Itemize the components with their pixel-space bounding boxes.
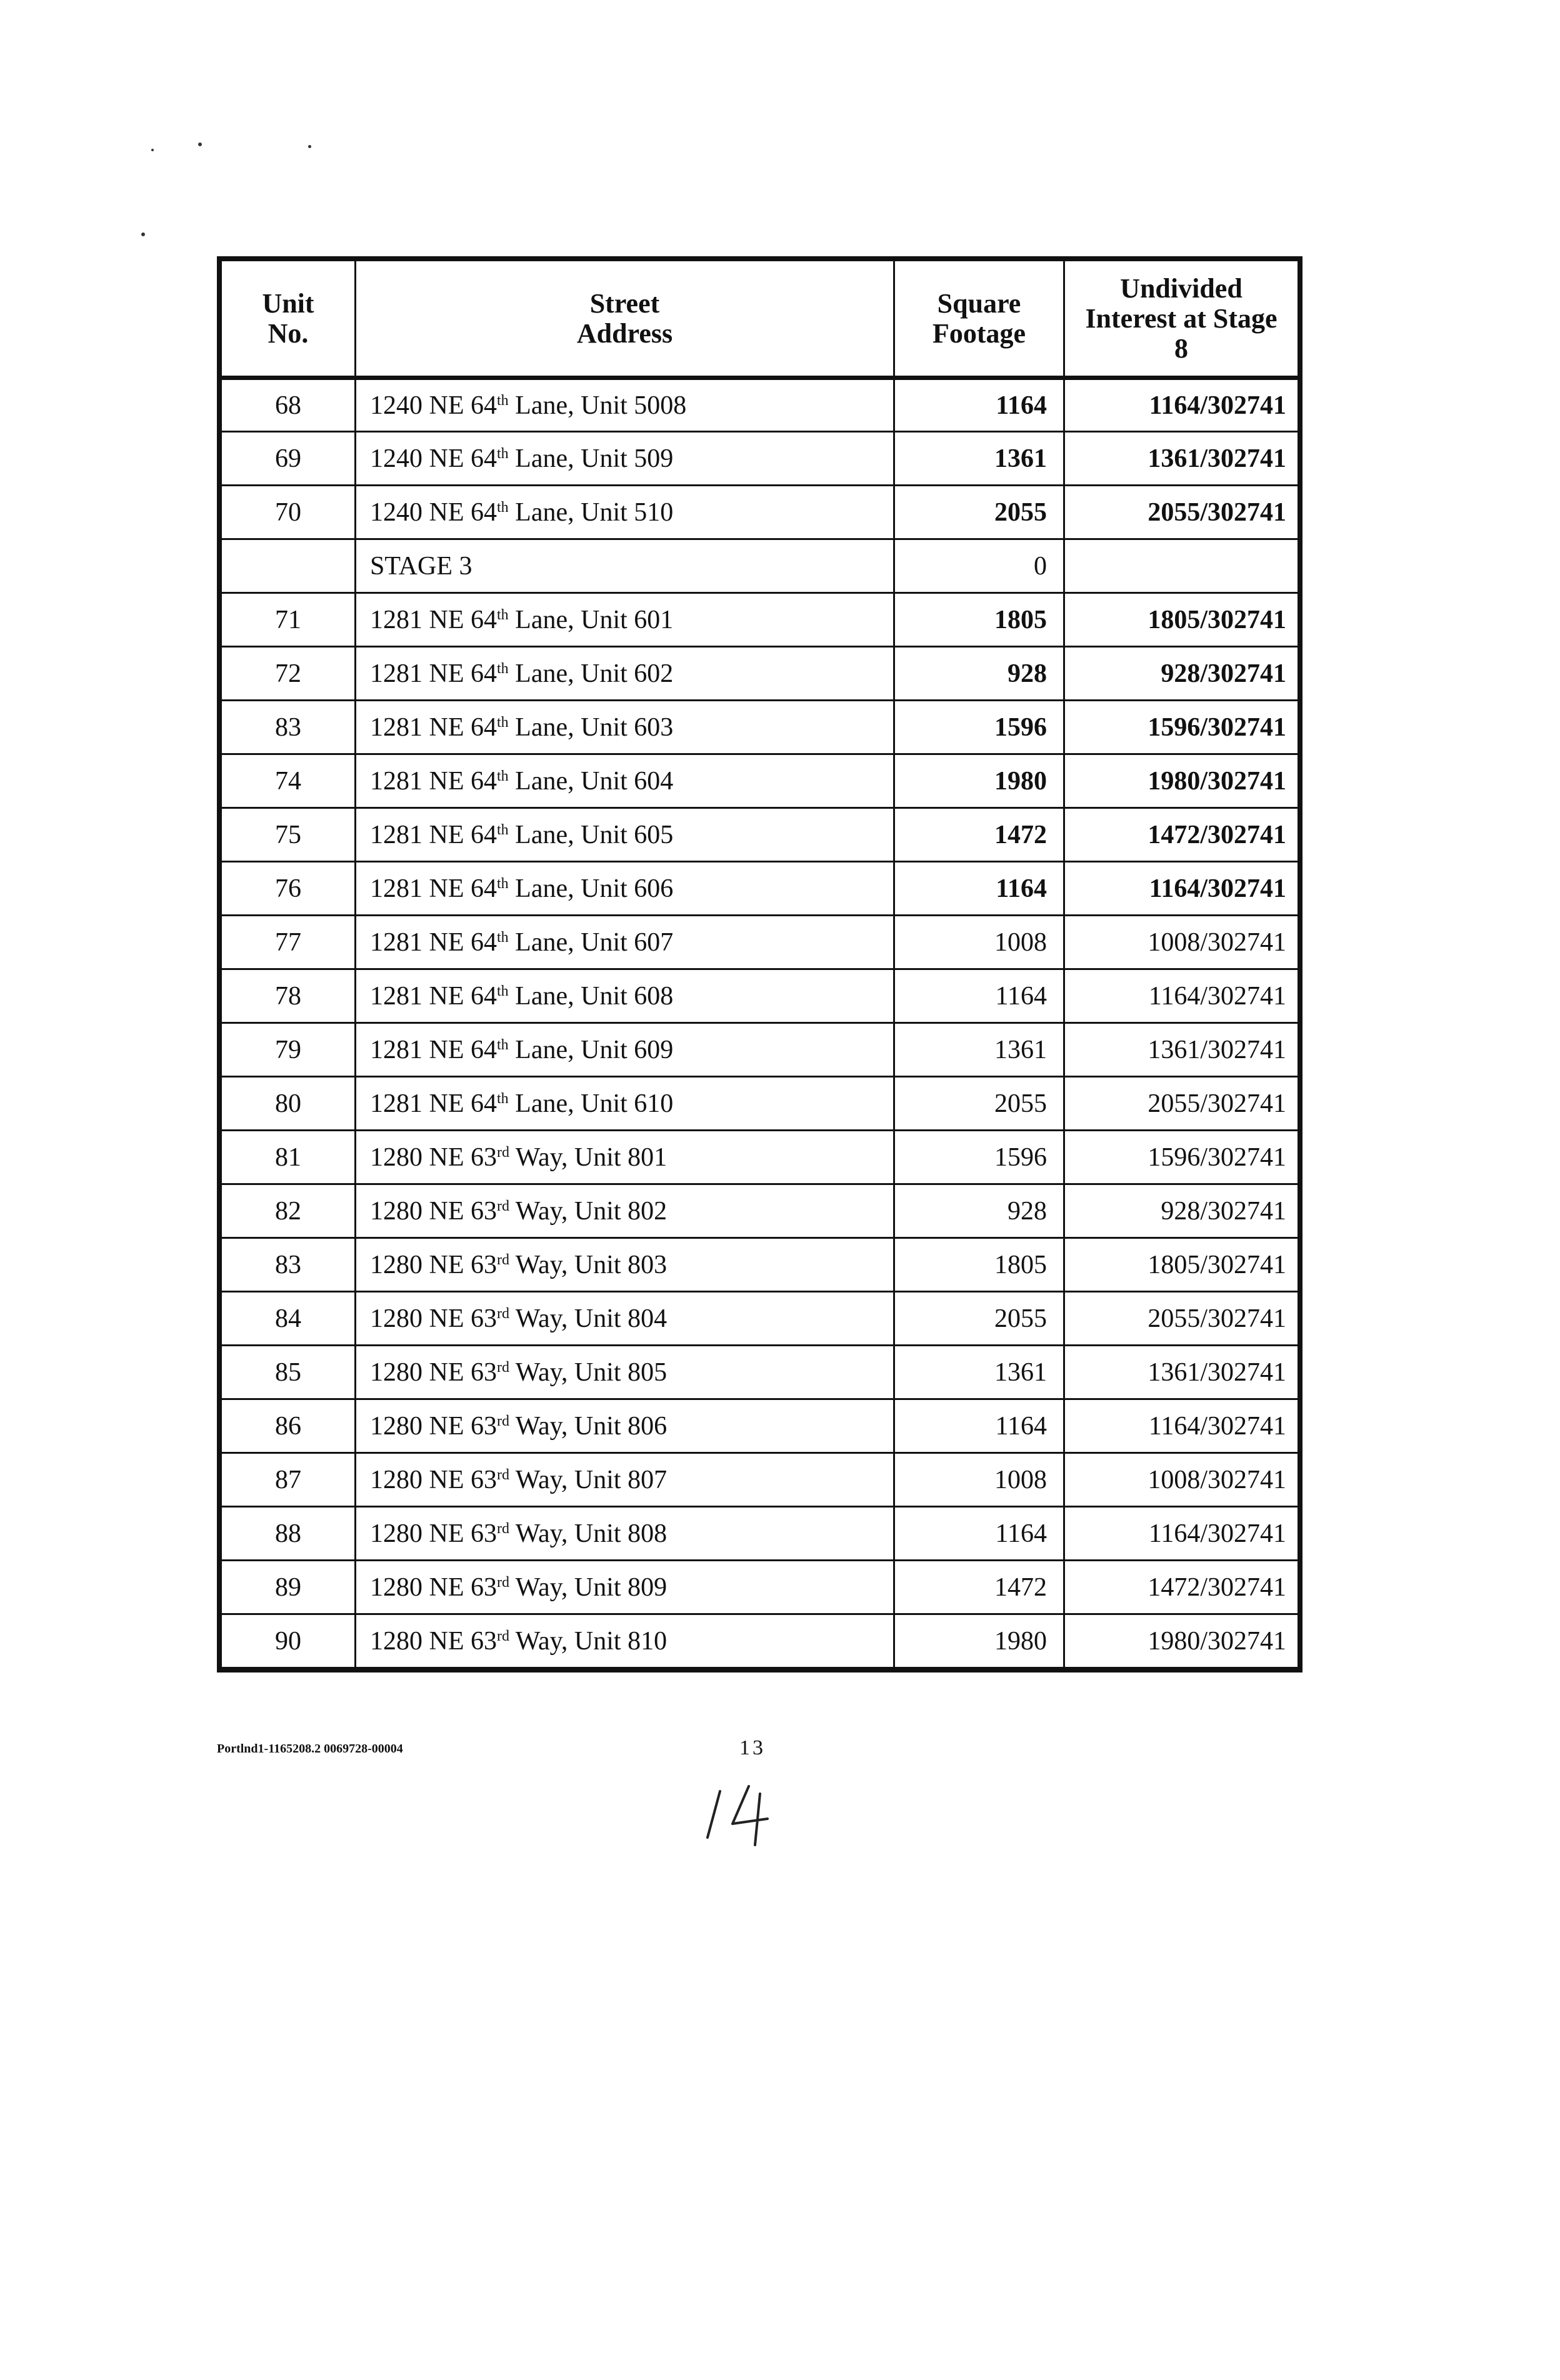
table-row — [221, 432, 1299, 486]
cell-street-address — [356, 539, 894, 593]
table — [220, 259, 1299, 1669]
table-row — [221, 1614, 1299, 1668]
address-ordinal-suffix: rd — [497, 1251, 509, 1268]
address-unit: Way, Unit 801 — [509, 1142, 668, 1172]
address-main: 1281 NE 64 — [370, 659, 497, 688]
cell-unit-no: 83 — [221, 1238, 356, 1292]
table-row — [221, 539, 1299, 593]
address-main: 1240 NE 64 — [370, 391, 497, 420]
cell-unit-no: 90 — [221, 1614, 356, 1668]
cell-square-footage: 1472 — [894, 808, 1064, 862]
cell-street-address — [356, 1346, 894, 1399]
address-unit: Way, Unit 808 — [509, 1519, 668, 1548]
cell-undivided-interest: 1980/302741 — [1064, 1614, 1299, 1668]
address-ordinal-suffix: th — [497, 660, 509, 677]
address-main: STAGE 3 — [370, 551, 472, 581]
cell-unit-no: 70 — [221, 486, 356, 539]
table-row — [221, 862, 1299, 916]
cell-unit-no: 84 — [221, 1292, 356, 1346]
header-interest-line2: Interest at Stage 8 — [1085, 302, 1278, 364]
cell-square-footage: 1361 — [894, 432, 1064, 486]
cell-street-address — [356, 593, 894, 647]
cell-undivided-interest: 1361/302741 — [1064, 1023, 1299, 1077]
cell-undivided-interest: 1472/302741 — [1064, 808, 1299, 862]
table-body — [221, 378, 1299, 1668]
cell-undivided-interest — [1064, 539, 1299, 593]
cell-unit-no: 76 — [221, 862, 356, 916]
address-unit: Lane, Unit 601 — [508, 605, 674, 634]
cell-square-footage: 1980 — [894, 754, 1064, 808]
address-ordinal-suffix: rd — [497, 1359, 509, 1376]
cell-street-address — [356, 1507, 894, 1561]
cell-unit-no: 87 — [221, 1453, 356, 1507]
cell-square-footage: 928 — [894, 647, 1064, 701]
address-unit: Way, Unit 810 — [509, 1626, 668, 1656]
cell-undivided-interest: 928/302741 — [1064, 647, 1299, 701]
cell-square-footage: 1008 — [894, 1453, 1064, 1507]
address-unit: Lane, Unit 607 — [508, 928, 674, 957]
cell-unit-no: 77 — [221, 916, 356, 969]
cell-street-address — [356, 432, 894, 486]
cell-square-footage: 1164 — [894, 969, 1064, 1023]
address-main: 1281 NE 64 — [370, 820, 497, 849]
table-row — [221, 486, 1299, 539]
cell-street-address — [356, 1453, 894, 1507]
address-main: 1280 NE 63 — [370, 1572, 497, 1602]
address-ordinal-suffix: rd — [497, 1628, 509, 1644]
cell-unit-no: 83 — [221, 701, 356, 754]
address-main: 1240 NE 64 — [370, 498, 497, 527]
cell-unit-no: 71 — [221, 593, 356, 647]
table-row — [221, 1238, 1299, 1292]
address-unit: Lane, Unit 608 — [508, 981, 674, 1011]
address-ordinal-suffix: rd — [497, 1466, 509, 1483]
address-ordinal-suffix: rd — [497, 1574, 509, 1591]
table-row — [221, 916, 1299, 969]
cell-square-footage: 1361 — [894, 1346, 1064, 1399]
cell-unit-no — [221, 539, 356, 593]
cell-street-address — [356, 1023, 894, 1077]
address-unit: Lane, Unit 603 — [508, 712, 674, 742]
table-row — [221, 754, 1299, 808]
address-ordinal-suffix: th — [497, 714, 509, 731]
header-interest-line1: Undivided — [1120, 272, 1242, 304]
table-row — [221, 1184, 1299, 1238]
header-street-line1: Street — [589, 288, 660, 319]
table-row — [221, 969, 1299, 1023]
cell-street-address — [356, 916, 894, 969]
cell-undivided-interest: 1805/302741 — [1064, 593, 1299, 647]
cell-street-address — [356, 1292, 894, 1346]
cell-square-footage: 1164 — [894, 378, 1064, 432]
cell-undivided-interest: 1805/302741 — [1064, 1238, 1299, 1292]
address-unit: Lane, Unit 609 — [508, 1035, 674, 1064]
table-row — [221, 701, 1299, 754]
cell-square-footage: 1164 — [894, 1507, 1064, 1561]
cell-street-address — [356, 754, 894, 808]
table-row — [221, 808, 1299, 862]
address-ordinal-suffix: th — [497, 499, 509, 516]
address-unit: Lane, Unit 606 — [508, 874, 674, 903]
scan-speck — [198, 142, 202, 146]
address-unit: Lane, Unit 604 — [508, 766, 674, 796]
address-unit: Way, Unit 803 — [509, 1250, 668, 1279]
address-main: 1280 NE 63 — [370, 1142, 497, 1172]
address-ordinal-suffix: th — [497, 982, 509, 999]
document-id: Portlnd1-1165208.2 0069728-00004 — [217, 1742, 403, 1756]
unit-interest-table — [217, 256, 1302, 1672]
cell-square-footage: 1164 — [894, 862, 1064, 916]
cell-undivided-interest: 1361/302741 — [1064, 1346, 1299, 1399]
cell-unit-no: 88 — [221, 1507, 356, 1561]
cell-unit-no: 74 — [221, 754, 356, 808]
address-ordinal-suffix: rd — [497, 1144, 509, 1161]
cell-street-address — [356, 378, 894, 432]
cell-undivided-interest: 1164/302741 — [1064, 862, 1299, 916]
cell-square-footage: 1805 — [894, 593, 1064, 647]
cell-undivided-interest: 928/302741 — [1064, 1184, 1299, 1238]
cell-square-footage: 1008 — [894, 916, 1064, 969]
scan-speck — [308, 145, 311, 148]
scan-speck — [151, 149, 154, 151]
cell-square-footage: 0 — [894, 539, 1064, 593]
address-main: 1281 NE 64 — [370, 1089, 497, 1118]
address-unit: Lane, Unit 509 — [508, 444, 674, 473]
table-row — [221, 1507, 1299, 1561]
address-main: 1281 NE 64 — [370, 766, 497, 796]
address-main: 1280 NE 63 — [370, 1626, 497, 1656]
address-ordinal-suffix: th — [497, 929, 509, 946]
address-main: 1280 NE 63 — [370, 1358, 497, 1387]
header-square-footage — [894, 261, 1064, 378]
cell-street-address — [356, 1077, 894, 1131]
cell-street-address — [356, 701, 894, 754]
header-sqft-line2: Footage — [932, 318, 1026, 349]
header-undivided-interest — [1064, 261, 1299, 378]
address-ordinal-suffix: th — [497, 768, 509, 784]
address-main: 1280 NE 63 — [370, 1304, 497, 1333]
cell-square-footage: 1805 — [894, 1238, 1064, 1292]
table-row — [221, 378, 1299, 432]
address-unit: Lane, Unit 5008 — [508, 391, 687, 420]
cell-unit-no: 69 — [221, 432, 356, 486]
address-ordinal-suffix: th — [497, 821, 509, 838]
table-row — [221, 1131, 1299, 1184]
cell-unit-no: 86 — [221, 1399, 356, 1453]
cell-unit-no: 81 — [221, 1131, 356, 1184]
address-main: 1280 NE 63 — [370, 1519, 497, 1548]
cell-unit-no: 79 — [221, 1023, 356, 1077]
cell-street-address — [356, 969, 894, 1023]
table-row — [221, 1023, 1299, 1077]
cell-undivided-interest: 1980/302741 — [1064, 754, 1299, 808]
address-ordinal-suffix: th — [497, 1090, 509, 1107]
cell-undivided-interest: 1164/302741 — [1064, 378, 1299, 432]
address-main: 1280 NE 63 — [370, 1250, 497, 1279]
cell-square-footage: 1980 — [894, 1614, 1064, 1668]
cell-undivided-interest: 1164/302741 — [1064, 1399, 1299, 1453]
address-main: 1281 NE 64 — [370, 605, 497, 634]
address-main: 1280 NE 63 — [370, 1196, 497, 1226]
cell-unit-no: 68 — [221, 378, 356, 432]
cell-unit-no: 82 — [221, 1184, 356, 1238]
cell-undivided-interest: 1164/302741 — [1064, 969, 1299, 1023]
address-ordinal-suffix: rd — [497, 1305, 509, 1322]
cell-undivided-interest: 1596/302741 — [1064, 1131, 1299, 1184]
table-row — [221, 1077, 1299, 1131]
cell-square-footage: 1361 — [894, 1023, 1064, 1077]
cell-street-address — [356, 486, 894, 539]
cell-square-footage: 1596 — [894, 1131, 1064, 1184]
header-unit-line1: Unit — [262, 288, 314, 319]
cell-street-address — [356, 1614, 894, 1668]
cell-undivided-interest: 1596/302741 — [1064, 701, 1299, 754]
address-ordinal-suffix: rd — [497, 1520, 509, 1537]
cell-undivided-interest: 1008/302741 — [1064, 1453, 1299, 1507]
table-row — [221, 1561, 1299, 1614]
address-ordinal-suffix: th — [497, 445, 509, 462]
cell-undivided-interest: 2055/302741 — [1064, 1077, 1299, 1131]
address-unit: Way, Unit 805 — [509, 1358, 668, 1387]
cell-square-footage: 1164 — [894, 1399, 1064, 1453]
cell-undivided-interest: 1008/302741 — [1064, 916, 1299, 969]
table-row — [221, 1399, 1299, 1453]
address-ordinal-suffix: th — [497, 606, 509, 623]
cell-square-footage: 2055 — [894, 1292, 1064, 1346]
header-unit-no — [221, 261, 356, 378]
cell-street-address — [356, 1238, 894, 1292]
cell-undivided-interest: 2055/302741 — [1064, 1292, 1299, 1346]
cell-undivided-interest: 2055/302741 — [1064, 486, 1299, 539]
table-row — [221, 1453, 1299, 1507]
address-unit: Way, Unit 809 — [509, 1572, 668, 1602]
address-unit: Lane, Unit 605 — [508, 820, 674, 849]
cell-square-footage: 2055 — [894, 1077, 1064, 1131]
address-main: 1281 NE 64 — [370, 712, 497, 742]
scan-speck — [141, 232, 145, 236]
table-row — [221, 593, 1299, 647]
address-ordinal-suffix: th — [497, 392, 509, 409]
address-ordinal-suffix: rd — [497, 1412, 509, 1429]
table-header-row — [221, 261, 1299, 378]
cell-undivided-interest: 1361/302741 — [1064, 432, 1299, 486]
address-main: 1240 NE 64 — [370, 444, 497, 473]
address-main: 1281 NE 64 — [370, 874, 497, 903]
cell-street-address — [356, 1561, 894, 1614]
address-ordinal-suffix: th — [497, 875, 509, 892]
cell-unit-no: 85 — [221, 1346, 356, 1399]
cell-street-address — [356, 862, 894, 916]
cell-street-address — [356, 647, 894, 701]
address-unit: Lane, Unit 510 — [508, 498, 674, 527]
table-row — [221, 1346, 1299, 1399]
handwritten-page-number — [688, 1775, 812, 1850]
address-ordinal-suffix: rd — [497, 1198, 509, 1214]
address-main: 1281 NE 64 — [370, 981, 497, 1011]
cell-square-footage: 1472 — [894, 1561, 1064, 1614]
cell-street-address — [356, 1399, 894, 1453]
address-ordinal-suffix: th — [497, 1036, 509, 1053]
address-main: 1280 NE 63 — [370, 1465, 497, 1494]
header-street-address — [356, 261, 894, 378]
header-sqft-line1: Square — [937, 288, 1021, 319]
address-unit: Lane, Unit 602 — [508, 659, 674, 688]
cell-square-footage: 928 — [894, 1184, 1064, 1238]
address-main: 1281 NE 64 — [370, 928, 497, 957]
address-unit: Way, Unit 807 — [509, 1465, 668, 1494]
cell-street-address — [356, 808, 894, 862]
cell-unit-no: 89 — [221, 1561, 356, 1614]
cell-unit-no: 80 — [221, 1077, 356, 1131]
cell-street-address — [356, 1131, 894, 1184]
table-row — [221, 1292, 1299, 1346]
cell-undivided-interest: 1164/302741 — [1064, 1507, 1299, 1561]
header-unit-line2: No. — [268, 318, 309, 349]
table-row — [221, 647, 1299, 701]
address-unit: Lane, Unit 610 — [508, 1089, 674, 1118]
address-unit: Way, Unit 802 — [509, 1196, 668, 1226]
page-number: 13 — [739, 1736, 766, 1759]
cell-unit-no: 72 — [221, 647, 356, 701]
cell-unit-no: 78 — [221, 969, 356, 1023]
header-street-line2: Address — [576, 318, 673, 349]
cell-street-address — [356, 1184, 894, 1238]
address-main: 1280 NE 63 — [370, 1411, 497, 1441]
cell-unit-no: 75 — [221, 808, 356, 862]
address-main: 1281 NE 64 — [370, 1035, 497, 1064]
cell-square-footage: 1596 — [894, 701, 1064, 754]
address-unit: Way, Unit 804 — [509, 1304, 668, 1333]
cell-undivided-interest: 1472/302741 — [1064, 1561, 1299, 1614]
cell-square-footage: 2055 — [894, 486, 1064, 539]
address-unit: Way, Unit 806 — [509, 1411, 668, 1441]
